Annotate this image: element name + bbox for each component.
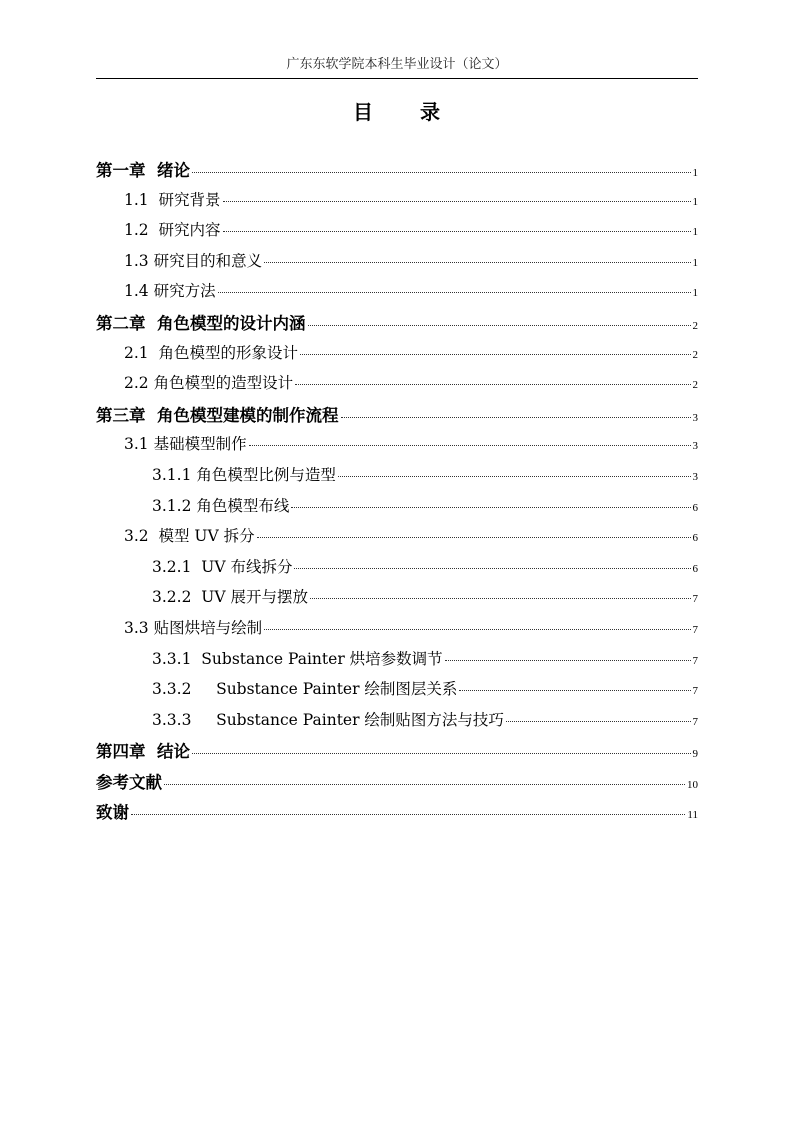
- toc-entry-label: 3.2.1 UV 布线拆分: [152, 557, 293, 576]
- toc-entry[interactable]: [96, 341, 698, 372]
- toc-entry-page-number: 7: [692, 685, 698, 698]
- toc-entry-label: 1.2 研究内容: [124, 221, 221, 240]
- toc-entry-page-number: 10: [687, 778, 698, 791]
- toc-entry-label: 2.1 角色模型的形象设计: [124, 343, 299, 362]
- toc-entry-label: 2.2 角色模型的造型设计: [124, 374, 294, 393]
- page-header: 广东东软学院本科生毕业设计（论文）: [96, 56, 698, 79]
- toc-entry-label: 3.2 模型 UV 拆分: [124, 527, 255, 546]
- toc-entry[interactable]: [96, 432, 698, 463]
- toc-entry-page-number: 6: [692, 562, 698, 575]
- toc-entry-label: 3.3 贴图烘培与绘制: [124, 618, 263, 637]
- toc-entry-label: 1.1 研究背景: [124, 190, 221, 209]
- toc-entry-page-number: 2: [692, 319, 698, 332]
- toc-entry-label: 3.3.2 Substance Painter 绘制图层关系: [152, 680, 458, 699]
- toc-entry-page-number: 7: [692, 593, 698, 606]
- toc-dot-leader: [506, 721, 691, 722]
- toc-entry[interactable]: [96, 555, 698, 586]
- toc-entry[interactable]: [96, 799, 698, 830]
- toc-entry-page-number: 1: [692, 256, 698, 269]
- toc-entry[interactable]: [96, 677, 698, 708]
- toc-entry[interactable]: [96, 371, 698, 402]
- toc-entry-label: 3.3.3 Substance Painter 绘制贴图方法与技巧: [152, 710, 504, 729]
- toc-dot-leader: [341, 417, 691, 418]
- page-title: 目 录: [353, 100, 460, 124]
- toc-dot-leader: [291, 507, 690, 508]
- toc-dot-leader: [223, 201, 691, 202]
- toc-entry-label: 3.1 基础模型制作: [124, 435, 247, 454]
- toc-entry[interactable]: [96, 585, 698, 616]
- toc-entry-label: 参考文献: [96, 772, 162, 792]
- toc-entry-label: 第二章 角色模型的设计内涵: [96, 313, 306, 333]
- toc-entry-page-number: 6: [692, 532, 698, 545]
- toc-dot-leader: [264, 262, 690, 263]
- toc-entry[interactable]: [96, 769, 698, 800]
- toc-dot-leader: [295, 384, 690, 385]
- toc-dot-leader: [310, 598, 691, 599]
- toc-dot-leader: [294, 568, 690, 569]
- toc-dot-leader: [131, 814, 685, 815]
- toc-entry-page-number: 3: [692, 411, 698, 424]
- toc-entry-page-number: 1: [692, 226, 698, 239]
- toc-dot-leader: [249, 445, 691, 446]
- toc-entry-page-number: 7: [692, 623, 698, 636]
- table-of-contents: [96, 157, 698, 830]
- toc-dot-leader: [223, 231, 691, 232]
- toc-entry-page-number: 7: [692, 715, 698, 728]
- toc-entry[interactable]: [96, 310, 698, 341]
- toc-entry-label: 3.1.1 角色模型比例与造型: [152, 465, 336, 484]
- toc-dot-leader: [308, 325, 691, 326]
- toc-dot-leader: [445, 660, 691, 661]
- toc-entry-page-number: 9: [692, 748, 698, 761]
- toc-entry-page-number: 7: [692, 654, 698, 667]
- toc-entry-label: 致谢: [96, 803, 129, 823]
- toc-dot-leader: [218, 292, 691, 293]
- toc-entry-label: 3.3.1 Substance Painter 烘培参数调节: [152, 649, 443, 668]
- toc-dot-leader: [264, 629, 690, 630]
- toc-entry-page-number: 3: [692, 470, 698, 483]
- toc-entry[interactable]: [96, 616, 698, 647]
- toc-entry-page-number: 1: [692, 167, 698, 179]
- toc-dot-leader: [164, 784, 685, 785]
- toc-dot-leader: [192, 753, 691, 754]
- toc-entry-page-number: 2: [692, 379, 698, 392]
- toc-entry-label: 1.3 研究目的和意义: [124, 251, 263, 270]
- toc-entry-label: 3.2.2 UV 展开与摆放: [152, 588, 308, 607]
- toc-entry[interactable]: [96, 524, 698, 555]
- toc-entry[interactable]: [96, 249, 698, 280]
- toc-entry-page-number: 6: [692, 501, 698, 514]
- toc-entry[interactable]: [96, 647, 698, 678]
- toc-entry-page-number: 3: [692, 440, 698, 453]
- toc-entry-label: 1.4 研究方法: [124, 282, 216, 301]
- toc-entry-label: 第一章 绪论: [96, 161, 190, 180]
- toc-entry-label: 3.1.2 角色模型布线: [152, 496, 290, 515]
- toc-entry[interactable]: [96, 494, 698, 525]
- toc-entry[interactable]: [96, 708, 698, 739]
- toc-entry-page-number: 2: [692, 348, 698, 361]
- toc-dot-leader: [192, 172, 691, 173]
- toc-entry-label: 第三章 角色模型建模的制作流程: [96, 405, 339, 425]
- toc-entry[interactable]: [96, 738, 698, 769]
- toc-entry[interactable]: [96, 402, 698, 433]
- toc-entry-label: 第四章 结论: [96, 742, 190, 762]
- toc-entry[interactable]: [96, 218, 698, 249]
- toc-dot-leader: [459, 690, 690, 691]
- toc-entry[interactable]: [96, 463, 698, 494]
- toc-entry[interactable]: [96, 188, 698, 219]
- toc-entry-page-number: 1: [692, 195, 698, 208]
- toc-entry[interactable]: [96, 157, 698, 188]
- toc-entry-page-number: 11: [687, 809, 698, 822]
- toc-dot-leader: [257, 537, 691, 538]
- toc-dot-leader: [300, 354, 690, 355]
- toc-dot-leader: [338, 476, 691, 477]
- toc-entry[interactable]: [96, 279, 698, 310]
- toc-entry-page-number: 1: [692, 287, 698, 300]
